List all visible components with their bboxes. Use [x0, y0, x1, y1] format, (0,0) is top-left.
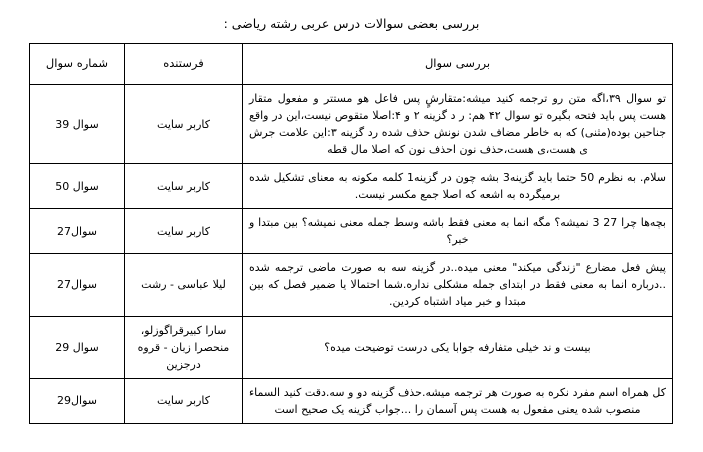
table-body — [30, 85, 673, 424]
questions-review-table — [29, 43, 673, 424]
table-header-row — [30, 44, 673, 85]
cell-sender: کاربر سایت — [125, 164, 243, 209]
cell-review: تو سوال ۳۹،اگه متن رو ترجمه کنید میشه:متقارشٍ پس فاعل هو مستتر و مفعول متقار هست پس باید فتحه بگیره تو سوال ۴۲ هم: ر د گزینه ۲ و ۴:اصلا متقوص نیست،این در واقع جناحین بوده(مثنی) که به خاطر مضاف شدن نونش حذف شده رد گزینه ۳:این علامت جرش ی هست،ی هست،حذف نون احذف نون که اصلا مال قطه — [243, 85, 673, 164]
table-row — [30, 378, 673, 423]
table-row — [30, 164, 673, 209]
cell-sender: لیلا عباسی - رشت — [125, 254, 243, 316]
cell-question-number: سوال27 — [30, 254, 125, 316]
cell-question-number: سوال 29 — [30, 316, 125, 378]
cell-question-number: سوال 39 — [30, 85, 125, 164]
table-row — [30, 254, 673, 316]
column-header-number: شماره سوال — [30, 44, 125, 85]
table-header — [30, 44, 673, 85]
cell-question-number: سوال27 — [30, 209, 125, 254]
table-row — [30, 85, 673, 164]
cell-question-number: سوال29 — [30, 378, 125, 423]
page-title: بررسی بعضی سوالات درس عربی رشته ریاضی : — [223, 16, 480, 31]
cell-review: سلام. به نظرم 50 حتما باید گزینه3 بشه چون در گزینه1 کلمه مکونه به معنای تشکیل شده برمیگرده به اشعه که اصلا جمع مکسر نیست. — [243, 164, 673, 209]
cell-review: بچه‌ها چرا 27 3 نمیشه؟ مگه انما به معنی فقط باشه وسط جمله معنی نمیشه؟ بین مبتدا و خبر؟ — [243, 209, 673, 254]
cell-sender: کاربر سایت — [125, 209, 243, 254]
table-row — [30, 209, 673, 254]
cell-review: بیست و ند خیلی متفارفه جوابا یکی درست توضیحت میده؟ — [243, 316, 673, 378]
column-header-review: بررسی سوال — [243, 44, 673, 85]
cell-sender: سارا کبیرقراگوزلو، منحصرا زبان - قروه درجزین — [125, 316, 243, 378]
cell-sender: کاربر سایت — [125, 378, 243, 423]
table-container — [0, 43, 703, 424]
cell-question-number: سوال 50 — [30, 164, 125, 209]
cell-sender: کاربر سایت — [125, 85, 243, 164]
column-header-sender: فرستنده — [125, 44, 243, 85]
cell-review: کل همراه اسم مفرد نکره به صورت هر ترجمه میشه.حذف گزینه دو و سه.دقت کنید السماء منصوب شده یعنی مفعول به هست پس آسمان را ...جواب گزینه یک صحیح است — [243, 378, 673, 423]
cell-review: پیش فعل مضارع "زندگی میکند" معنی میده..در گزینه سه به صورت ماضی ترجمه شده ..درباره انما به معنی فقط در ابتدای جمله مشکلی نداره.شما احتمالا یا ضمیر فصل که بین مبتدا و خبر میاد اشتباه کردین. — [243, 254, 673, 316]
table-row — [30, 316, 673, 378]
